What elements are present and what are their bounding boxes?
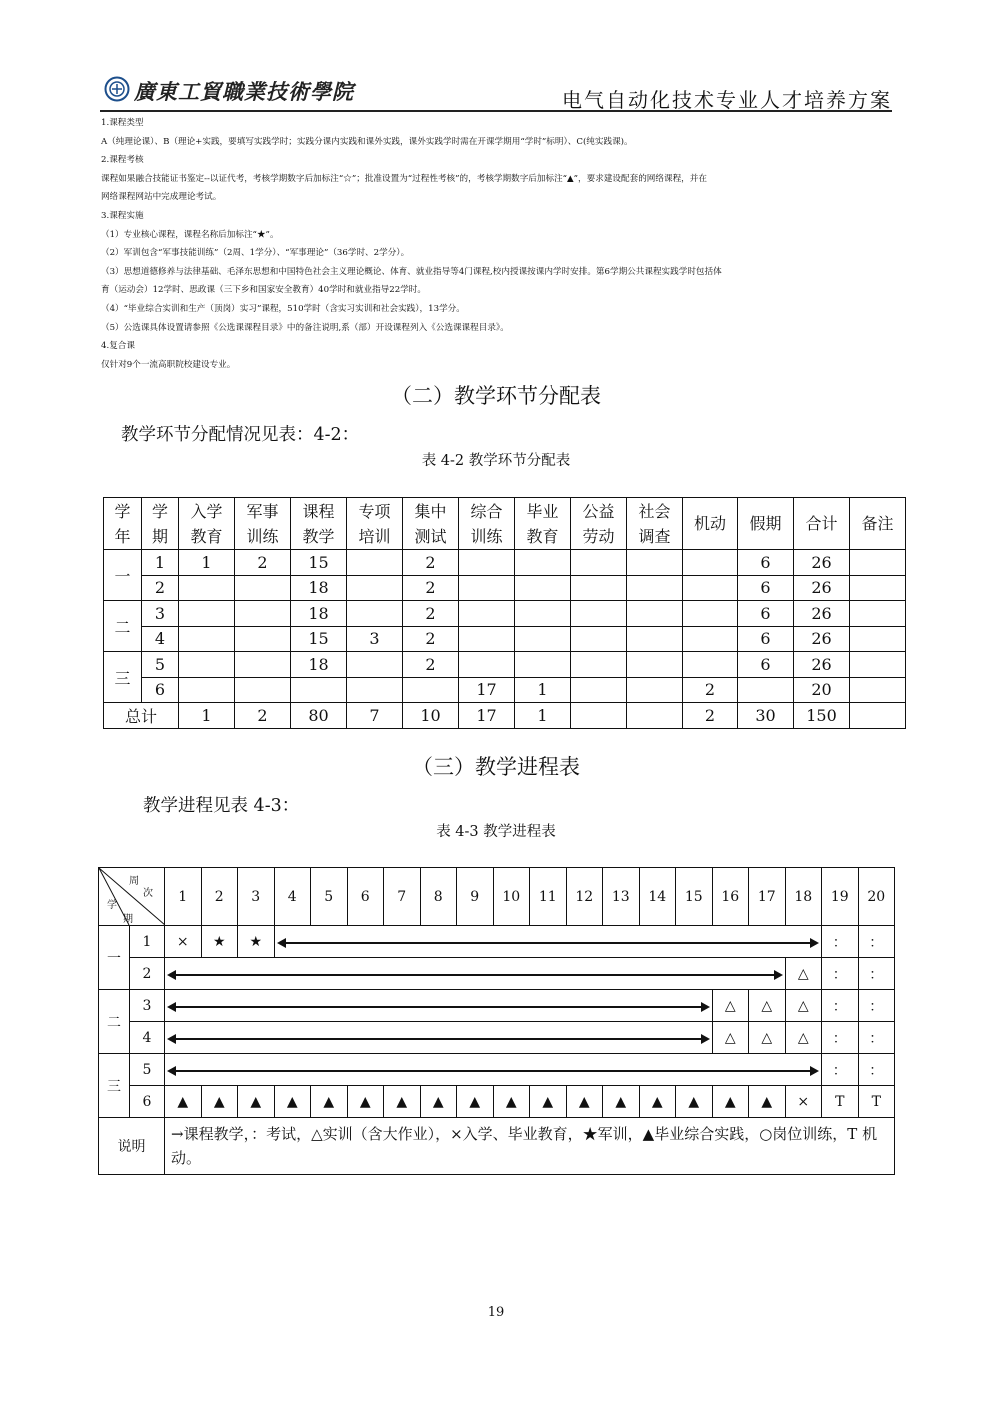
- table-cell: [459, 626, 515, 652]
- week-number: 14: [639, 868, 676, 926]
- week-number: 15: [676, 868, 713, 926]
- total-cell: 17: [459, 703, 515, 729]
- course-teaching-span: [165, 1022, 713, 1054]
- schedule-cell: ▲: [749, 1086, 786, 1118]
- column-header-line: 培训: [358, 526, 391, 546]
- column-header-line: 机动: [693, 514, 726, 533]
- column-header-line: 课程: [302, 501, 335, 521]
- schedule-cell: ▲: [347, 1086, 384, 1118]
- total-cell: 2: [235, 703, 291, 729]
- column-header-line: 专项: [358, 501, 391, 521]
- note-line: （1）专业核心课程，课程名称后加标注“★”。: [101, 229, 279, 240]
- week-number: 5: [311, 868, 348, 926]
- schedule-cell: ：: [822, 990, 859, 1022]
- semester-number: 5: [130, 1054, 165, 1086]
- note-line: （3）思想道德修养与法律基础、毛泽东思想和中国特色社会主义理论概论、体育、就业指导等4门课程,校内授课按课内学时安排。第6学期公共课程实践学时包括体: [101, 266, 722, 277]
- table-cell: 26: [794, 601, 850, 627]
- table-cell: 3: [347, 626, 403, 652]
- semester-row: [99, 1054, 895, 1086]
- week-number: 3: [238, 868, 275, 926]
- table-cell: [179, 626, 235, 652]
- table-cell: [683, 626, 738, 652]
- table-row: [104, 575, 906, 601]
- table-cell: [291, 677, 347, 703]
- year-cell: 三: [99, 1054, 130, 1118]
- table-cell: [515, 652, 571, 678]
- table-cell: [627, 575, 683, 601]
- schedule-cell: ：: [858, 990, 895, 1022]
- column-header-line: 训练: [246, 526, 279, 546]
- total-cell: 80: [291, 703, 347, 729]
- table-cell: [627, 677, 683, 703]
- table-cell: 20: [794, 677, 850, 703]
- table-cell: [571, 652, 627, 678]
- table-cell: 17: [459, 677, 515, 703]
- table-cell: [235, 601, 291, 627]
- table-row: [104, 626, 906, 652]
- total-cell: 2: [683, 703, 738, 729]
- semester-number: 2: [130, 958, 165, 990]
- course-teaching-span: [165, 1054, 822, 1086]
- schedule-cell: ▲: [457, 1086, 494, 1118]
- week-number: 9: [457, 868, 494, 926]
- note-line: （2）军训包含“军事技能训练”（2周、1学分）、“军事理论”（36学时、2学分）。: [101, 248, 410, 259]
- column-header: [794, 498, 850, 550]
- week-number: 8: [420, 868, 457, 926]
- table-cell: [459, 652, 515, 678]
- note-line: 育（运动会）12学时、思政课（三下乡和国家安全教育）40学时和就业指导22学时。: [101, 285, 426, 296]
- column-header: [515, 498, 571, 550]
- table-cell: [179, 601, 235, 627]
- table-cell: [347, 677, 403, 703]
- column-header-line: 假期: [749, 514, 782, 533]
- column-header-line: 公益: [582, 501, 615, 521]
- column-header-line: 学: [151, 501, 168, 521]
- table-cell: 26: [794, 626, 850, 652]
- week-number: 4: [274, 868, 311, 926]
- allocation-intro: 教学环节分配情况见表：4-2：: [121, 425, 360, 445]
- semester-number: 6: [130, 1086, 165, 1118]
- column-header: [291, 498, 347, 550]
- double-arrow-icon: [169, 974, 781, 976]
- schedule-cell: ▲: [676, 1086, 713, 1118]
- course-teaching-span: [274, 926, 822, 958]
- column-header-line: 教育: [190, 526, 223, 546]
- teaching-progress-table: [98, 867, 895, 1175]
- section-title-progress: （三）教学进程表: [412, 755, 580, 779]
- table-cell: 3: [142, 601, 179, 627]
- total-cell: 150: [794, 703, 850, 729]
- week-number: 1: [165, 868, 202, 926]
- column-header-line: 备注: [861, 514, 894, 533]
- semester-row: [99, 990, 895, 1022]
- progress-intro: 教学进程见表 4-3：: [143, 796, 300, 816]
- page-number: 19: [487, 1305, 505, 1320]
- week-header-row: [99, 868, 895, 926]
- column-header-line: 社会: [638, 501, 671, 521]
- total-row: [104, 703, 906, 729]
- total-cell: 1: [179, 703, 235, 729]
- table-cell: [850, 652, 906, 678]
- table-cell: 2: [142, 575, 179, 601]
- total-cell: [850, 703, 906, 729]
- column-header: [104, 498, 142, 550]
- column-header-line: 期: [151, 526, 168, 546]
- schedule-cell: ：: [822, 1022, 859, 1054]
- table-cell: 1: [515, 677, 571, 703]
- table-row: [104, 601, 906, 627]
- course-notes: [101, 114, 891, 374]
- table-cell: 2: [403, 575, 459, 601]
- week-number: 11: [530, 868, 567, 926]
- double-arrow-icon: [169, 1006, 708, 1008]
- table-cell: 18: [291, 601, 347, 627]
- table-row: [104, 652, 906, 678]
- schedule-cell: ×: [785, 1086, 822, 1118]
- table-cell: [571, 626, 627, 652]
- column-header: [683, 498, 738, 550]
- table-cell: 15: [291, 626, 347, 652]
- week-number: 10: [493, 868, 530, 926]
- week-number: 17: [749, 868, 786, 926]
- table-cell: [459, 550, 515, 576]
- semester-row: [99, 1086, 895, 1118]
- week-number: 16: [712, 868, 749, 926]
- schedule-cell: △: [785, 990, 822, 1022]
- table-cell: [571, 550, 627, 576]
- column-header-line: 调查: [638, 526, 671, 546]
- table-cell: 2: [683, 677, 738, 703]
- total-cell: [627, 703, 683, 729]
- schedule-cell: ▲: [238, 1086, 275, 1118]
- column-header-line: 测试: [414, 526, 447, 546]
- table-cell: [571, 601, 627, 627]
- column-header-line: 训练: [470, 526, 503, 546]
- table-cell: [235, 677, 291, 703]
- table-cell: [627, 626, 683, 652]
- table-cell: [683, 652, 738, 678]
- table-cell: [515, 550, 571, 576]
- table-cell: [850, 626, 906, 652]
- diagonal-corner-cell: [99, 868, 165, 926]
- double-arrow-icon: [169, 1038, 708, 1040]
- table-cell: 2: [403, 652, 459, 678]
- table-cell: [179, 575, 235, 601]
- schedule-cell: ▲: [201, 1086, 238, 1118]
- table-cell: 6: [738, 601, 794, 627]
- table-cell: [179, 677, 235, 703]
- table-cell: [627, 601, 683, 627]
- table-cell: [235, 575, 291, 601]
- total-cell: 30: [738, 703, 794, 729]
- schedule-cell: T: [822, 1086, 859, 1118]
- table-cell: [403, 677, 459, 703]
- schedule-cell: ：: [822, 1054, 859, 1086]
- column-header-line: 综合: [470, 501, 503, 521]
- note-line: （5）公选课具体设置请参照《公选课课程目录》中的备注说明,系（部）开设课程列入《公选课课程目录》。: [101, 322, 509, 333]
- schedule-cell: ：: [822, 926, 859, 958]
- column-header-line: 年: [114, 526, 131, 546]
- table-cell: [850, 550, 906, 576]
- total-cell: [571, 703, 627, 729]
- table-cell: [627, 550, 683, 576]
- table-cell: [627, 652, 683, 678]
- schedule-cell: ▲: [712, 1086, 749, 1118]
- column-header: [627, 498, 683, 550]
- column-header: [571, 498, 627, 550]
- legend-text: →课程教学，：考试，△实训（含大作业），×入学、毕业教育，★军训，▲毕业综合实践，○岗位训练，T 机动。: [165, 1118, 895, 1175]
- semester-number: 3: [130, 990, 165, 1022]
- column-header-line: 集中: [414, 501, 447, 521]
- schedule-cell: ▲: [566, 1086, 603, 1118]
- table-cell: [347, 601, 403, 627]
- schedule-cell: T: [858, 1086, 895, 1118]
- table-cell: 1: [179, 550, 235, 576]
- document-title: 电气自动化技术专业人才培养方案: [562, 88, 892, 112]
- table-cell: [459, 601, 515, 627]
- table-cell: 5: [142, 652, 179, 678]
- table-cell: [347, 652, 403, 678]
- table-cell: 4: [142, 626, 179, 652]
- page-header: [100, 70, 892, 112]
- table-cell: [459, 575, 515, 601]
- note-line: 网络课程网站中完成理论考试。: [101, 192, 222, 203]
- table-cell: 6: [738, 626, 794, 652]
- week-number: 18: [785, 868, 822, 926]
- semester-row: [99, 1022, 895, 1054]
- column-header: [850, 498, 906, 550]
- table-cell: 26: [794, 575, 850, 601]
- column-header: [142, 498, 179, 550]
- year-cell: 一: [104, 550, 142, 601]
- column-header-line: 入学: [190, 501, 223, 521]
- schedule-cell: △: [712, 990, 749, 1022]
- table-cell: 2: [403, 626, 459, 652]
- column-header-line: 合计: [805, 514, 838, 533]
- corner-xue-label: 学: [107, 900, 117, 911]
- corner-week-label: 周: [129, 876, 139, 887]
- table-cell: 2: [235, 550, 291, 576]
- schedule-cell: ▲: [530, 1086, 567, 1118]
- week-number: 19: [822, 868, 859, 926]
- table-row: [104, 550, 906, 576]
- table-cell: [850, 601, 906, 627]
- schedule-cell: ▲: [639, 1086, 676, 1118]
- table-cell: 2: [403, 550, 459, 576]
- column-header: [347, 498, 403, 550]
- column-header-line: 劳动: [582, 526, 615, 546]
- total-cell: 10: [403, 703, 459, 729]
- table-cell: 26: [794, 550, 850, 576]
- school-name: 廣東工貿職業技術學院: [134, 79, 354, 104]
- table-cell: 6: [738, 575, 794, 601]
- column-header-line: 教育: [526, 526, 559, 546]
- table-cell: [850, 677, 906, 703]
- column-header-line: 学: [114, 501, 131, 521]
- table-cell: [683, 601, 738, 627]
- table-cell: [179, 652, 235, 678]
- course-teaching-span: [165, 990, 713, 1022]
- schedule-cell: ▲: [420, 1086, 457, 1118]
- table-cell: [515, 601, 571, 627]
- schedule-cell: ▲: [274, 1086, 311, 1118]
- course-teaching-span: [165, 958, 786, 990]
- year-cell: 三: [104, 652, 142, 703]
- table-cell: 1: [142, 550, 179, 576]
- schedule-cell: ▲: [311, 1086, 348, 1118]
- note-line: 3.课程实施: [101, 210, 144, 221]
- table-cell: [683, 575, 738, 601]
- schedule-cell: ★: [201, 926, 238, 958]
- total-label: 总计: [104, 703, 179, 729]
- schedule-cell: ▲: [493, 1086, 530, 1118]
- table-cell: [235, 652, 291, 678]
- table-cell: [738, 677, 794, 703]
- table-cell: 18: [291, 575, 347, 601]
- table-cell: [515, 575, 571, 601]
- column-header-line: 教学: [302, 526, 335, 546]
- schedule-cell: △: [785, 1022, 822, 1054]
- note-line: 1.课程类型: [101, 118, 144, 128]
- schedule-cell: ▲: [603, 1086, 640, 1118]
- schedule-cell: ：: [858, 958, 895, 990]
- schedule-cell: ：: [858, 926, 895, 958]
- table-cell: [850, 575, 906, 601]
- double-arrow-icon: [279, 942, 818, 944]
- table-cell: 26: [794, 652, 850, 678]
- column-header: [179, 498, 235, 550]
- legend-label: 说明: [99, 1118, 165, 1175]
- year-cell: 二: [99, 990, 130, 1054]
- note-line: 2.课程考核: [101, 155, 144, 166]
- table-4-2-caption: 表 4-2 教学环节分配表: [421, 453, 571, 469]
- college-logo-icon: [104, 76, 130, 102]
- corner-ci-label: 次: [143, 888, 153, 899]
- week-number: 20: [858, 868, 895, 926]
- section-title-allocation: （二）教学环节分配表: [391, 384, 601, 408]
- table-cell: [571, 677, 627, 703]
- schedule-cell: ：: [822, 958, 859, 990]
- week-number: 13: [603, 868, 640, 926]
- table-cell: 6: [738, 550, 794, 576]
- table-cell: 6: [142, 677, 179, 703]
- note-line: 4.复合课: [101, 341, 135, 352]
- week-number: 6: [347, 868, 384, 926]
- table-header-row: [104, 498, 906, 550]
- note-line: 仅针对9个一流高职院校建设专业。: [101, 359, 236, 370]
- table-cell: [347, 550, 403, 576]
- semester-number: 1: [130, 926, 165, 958]
- week-number: 2: [201, 868, 238, 926]
- table-row: [104, 677, 906, 703]
- column-header-line: 军事: [246, 501, 279, 521]
- year-cell: 二: [104, 601, 142, 652]
- legend-row: [99, 1118, 895, 1175]
- note-line: （4）“毕业综合实训和生产（顶岗）实习”课程，510学时（含实习实训和社会实践），13学分。: [101, 303, 465, 314]
- schedule-cell: ▲: [165, 1086, 202, 1118]
- note-line: A（纯理论课）、B（理论+实践，要填写实践学时；实践分课内实践和课外实践，课外实践学时需在开课学期用“学时”标明）、C(纯实践课)。: [101, 136, 633, 147]
- table-cell: 15: [291, 550, 347, 576]
- column-header-line: 毕业: [526, 501, 559, 521]
- semester-row: [99, 958, 895, 990]
- column-header: [403, 498, 459, 550]
- table-cell: 18: [291, 652, 347, 678]
- table-cell: 6: [738, 652, 794, 678]
- table-cell: 2: [403, 601, 459, 627]
- column-header: [738, 498, 794, 550]
- table-cell: [235, 626, 291, 652]
- schedule-cell: △: [785, 958, 822, 990]
- semester-row: [99, 926, 895, 958]
- schedule-cell: △: [712, 1022, 749, 1054]
- double-arrow-icon: [169, 1070, 817, 1072]
- schedule-cell: ：: [858, 1022, 895, 1054]
- year-cell: 一: [99, 926, 130, 990]
- table-cell: [683, 550, 738, 576]
- table-4-3-caption: 表 4-3 教学进程表: [436, 824, 556, 840]
- note-line: 课程如果融合技能证书鉴定--以证代考，考核学期数字后加标注“☆”；批准设置为“过程性考核”的，考核学期数字后加标注“▲”，要求建设配套的网络课程，并在: [101, 173, 707, 184]
- week-number: 12: [566, 868, 603, 926]
- table-cell: [347, 575, 403, 601]
- total-cell: 1: [515, 703, 571, 729]
- schedule-cell: ：: [858, 1054, 895, 1086]
- schedule-cell: △: [749, 1022, 786, 1054]
- column-header: [459, 498, 515, 550]
- teaching-allocation-table: [103, 497, 906, 729]
- week-number: 7: [384, 868, 421, 926]
- semester-number: 4: [130, 1022, 165, 1054]
- total-cell: 7: [347, 703, 403, 729]
- schedule-cell: △: [749, 990, 786, 1022]
- schedule-cell: ★: [238, 926, 275, 958]
- table-cell: [571, 575, 627, 601]
- corner-qi-label: 期: [123, 914, 133, 925]
- schedule-cell: ×: [165, 926, 202, 958]
- column-header: [235, 498, 291, 550]
- schedule-cell: ▲: [384, 1086, 421, 1118]
- table-cell: [515, 626, 571, 652]
